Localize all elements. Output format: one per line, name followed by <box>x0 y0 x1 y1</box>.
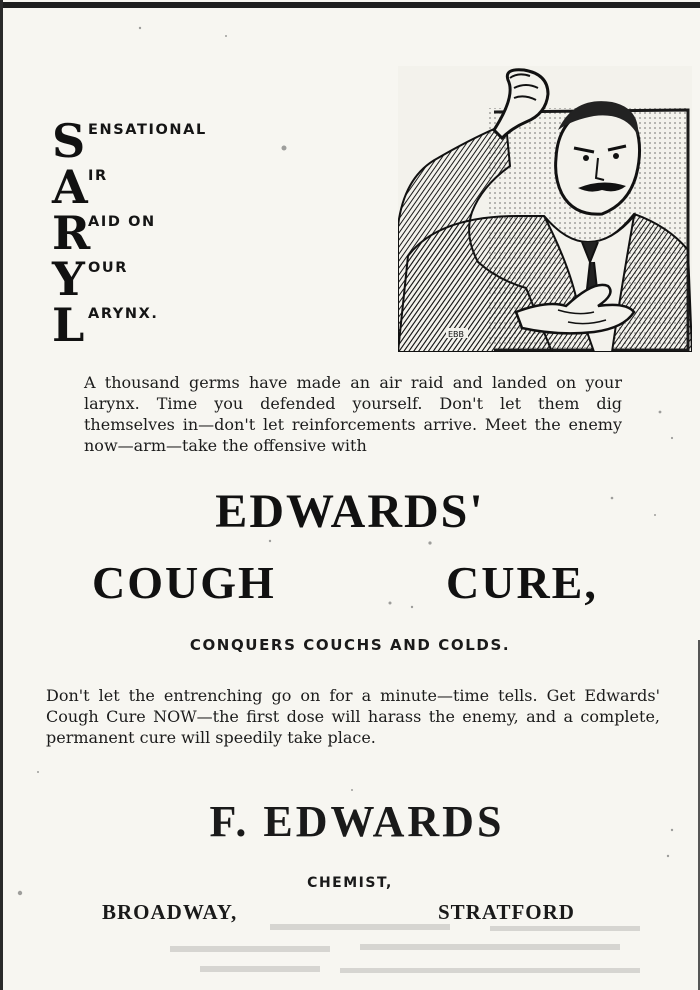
acrostic-line <box>52 114 352 168</box>
acrostic-line <box>52 206 352 260</box>
angry-man-illustration <box>398 66 692 352</box>
acrostic-line <box>52 298 352 352</box>
acrostic-line <box>52 252 352 306</box>
acrostic-headline <box>52 114 352 352</box>
acrostic-rest: AID ON <box>88 214 156 230</box>
firm-trade: CHEMIST, <box>307 875 393 891</box>
firm-name: F. EDWARDS <box>209 797 505 846</box>
acrostic-line <box>52 160 352 214</box>
acrostic-rest: OUR <box>88 260 129 276</box>
acrostic-initial: L <box>52 298 85 352</box>
top-border-rule <box>0 2 700 8</box>
tagline: CONQUERS COUCHS AND COLDS. <box>189 636 511 654</box>
acrostic-rest: IR <box>88 168 108 184</box>
bleed-through-texture <box>170 922 690 990</box>
acrostic-initial: R <box>52 206 91 260</box>
intro-paragraph: A thousand germs have made an air raid and landed on your larynx. Time you defended yourself. Don't let them dig themselves in—don't let reinforcements arrive. Meet the enemy now—arm—take the offensive with <box>84 373 622 455</box>
acrostic-initial: Y <box>52 252 85 306</box>
artist-signature: EBB <box>448 330 465 339</box>
brand-cure: CURE, <box>446 557 598 608</box>
address-right: STRATFORD <box>438 900 575 924</box>
brand-edwards: EDWARDS' <box>215 485 485 538</box>
acrostic-initial: S <box>52 114 86 168</box>
brand-cough: COUGH <box>92 557 276 608</box>
acrostic-rest: ARYNX. <box>88 306 159 322</box>
acrostic-rest: ENSATIONAL <box>88 122 207 138</box>
acrostic-initial: A <box>52 160 88 214</box>
address-left: BROADWAY, <box>102 900 238 924</box>
body-paragraph: Don't let the entrenching go on for a minute—time tells. Get Edwards' Cough Cure NOW—the first dose will harass the enemy, and a complete, permanent cure will speedily take place. <box>46 686 660 747</box>
